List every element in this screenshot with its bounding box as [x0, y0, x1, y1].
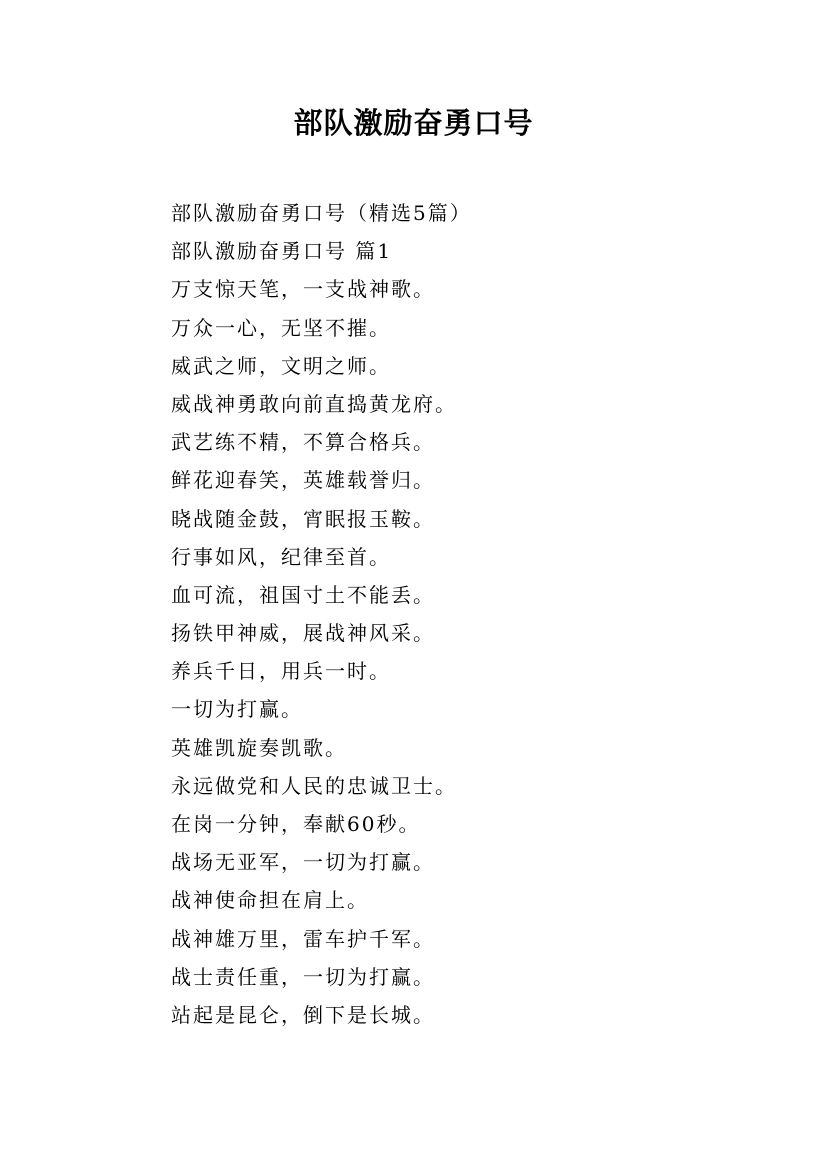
list-item: 鲜花迎春笑，英雄载誉归。 — [171, 468, 435, 493]
list-item: 战神使命担在肩上。 — [171, 888, 369, 913]
list-item: 战士责任重，一切为打赢。 — [171, 964, 435, 989]
list-item: 威武之师，文明之师。 — [171, 353, 391, 378]
list-item: 英雄凯旋奏凯歌。 — [171, 735, 347, 760]
list-item: 部队激励奋勇口号（精选5篇） — [171, 201, 472, 225]
list-item: 一切为打赢。 — [171, 697, 303, 722]
list-item: 威战神勇敢向前直捣黄龙府。 — [171, 391, 457, 416]
list-item: 部队激励奋勇口号 篇1 — [171, 239, 393, 264]
list-item: 武艺练不精，不算合格兵。 — [171, 430, 435, 455]
list-item: 战场无亚军，一切为打赢。 — [171, 850, 435, 875]
list-item: 永远做党和人民的忠诚卫士。 — [171, 773, 457, 798]
list-item: 血可流，祖国寸土不能丢。 — [171, 582, 435, 607]
list-item: 在岗一分钟，奉献60秒。 — [171, 812, 421, 836]
list-item: 晓战随金鼓，宵眠报玉鞍。 — [171, 506, 435, 531]
list-item: 扬铁甲神威，展战神风采。 — [171, 621, 435, 646]
list-item: 养兵千日，用兵一时。 — [171, 659, 391, 684]
document-title: 部队激励奋勇口号 — [293, 106, 534, 140]
list-item: 战神雄万里，雷车护千军。 — [171, 926, 435, 951]
list-item: 万支惊天笔，一支战神歌。 — [171, 277, 435, 302]
slogan-list — [171, 194, 791, 1034]
list-item: 万众一心，无坚不摧。 — [171, 315, 391, 340]
list-item: 站起是昆仑，倒下是长城。 — [171, 1002, 435, 1027]
list-item: 行事如风，纪律至首。 — [171, 544, 391, 569]
